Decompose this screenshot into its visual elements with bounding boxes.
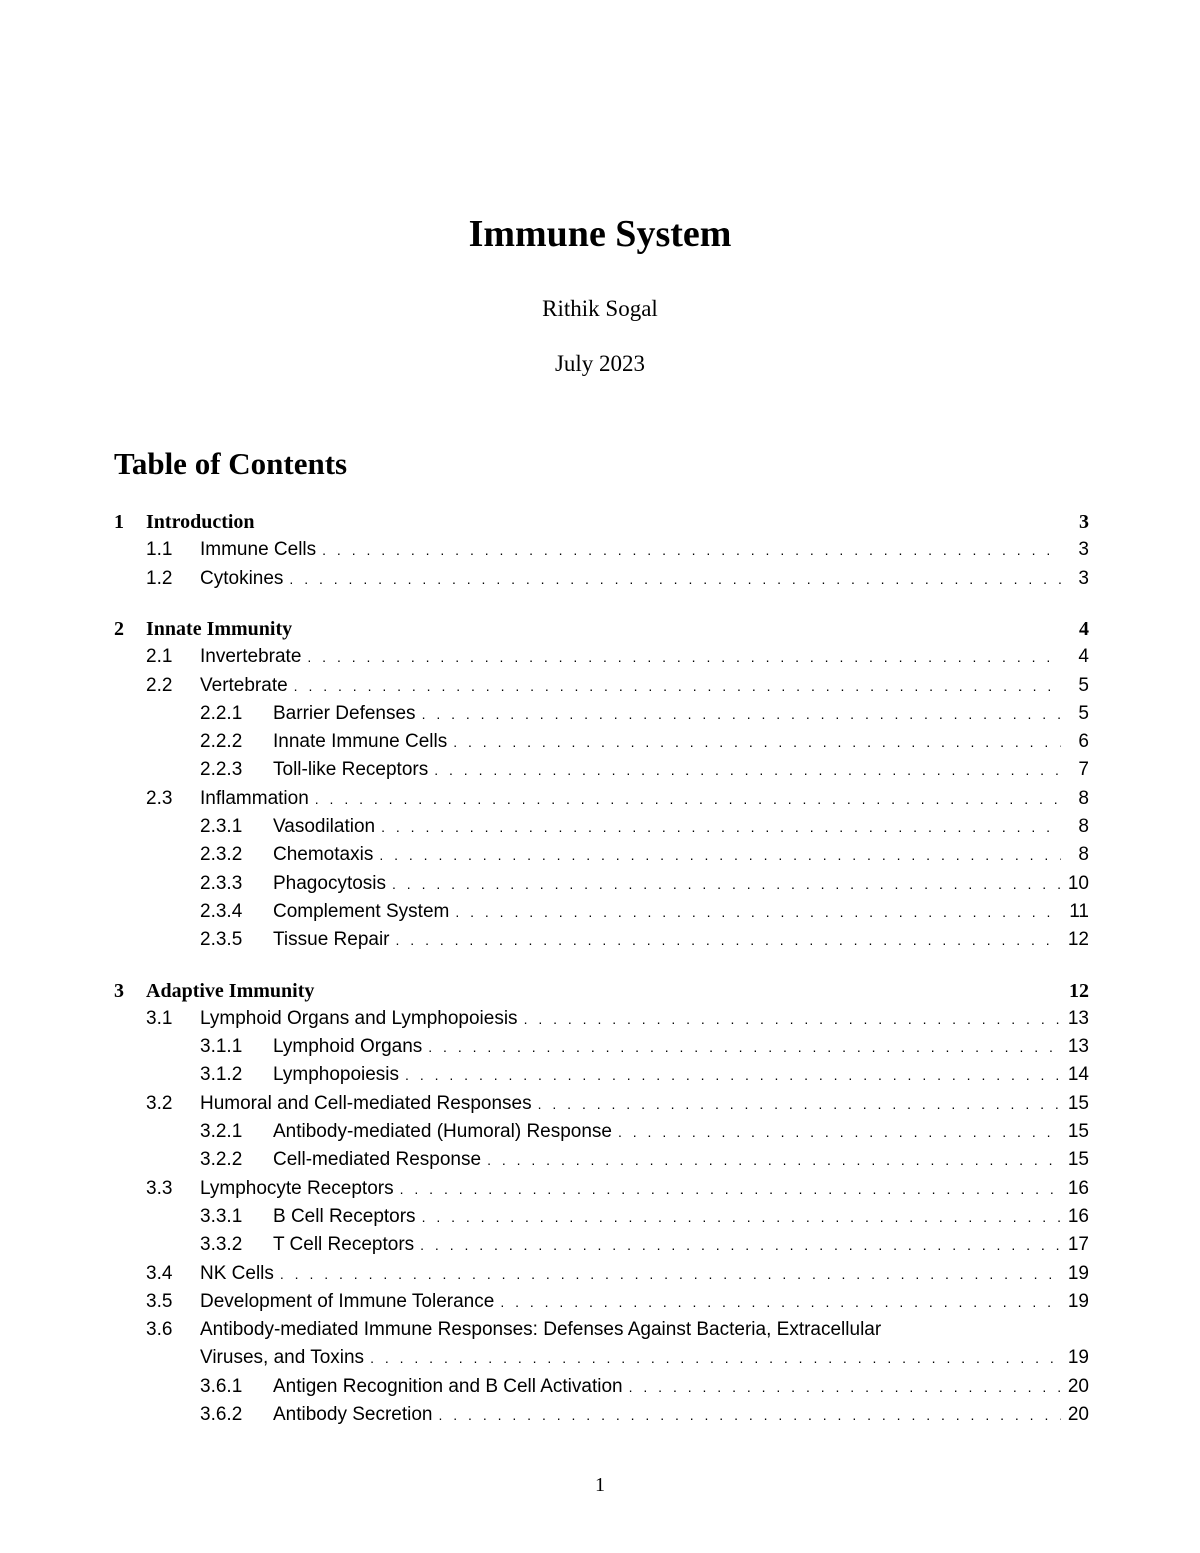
toc-entry-page: 19	[1067, 1262, 1089, 1284]
toc-entry[interactable]	[114, 508, 1089, 536]
toc-entry-continuation[interactable]	[114, 1344, 1089, 1372]
toc-entry-label: Antibody-mediated Immune Responses: Defenses Against Bacteria, Extracellular	[200, 1319, 882, 1341]
toc-entry[interactable]	[114, 700, 1089, 728]
toc-entry[interactable]	[114, 1260, 1089, 1288]
toc-entry-label: Humoral and Cell-mediated Responses	[200, 1092, 532, 1114]
toc-entry-page: 12	[1067, 929, 1089, 951]
toc-entry-label: Introduction	[146, 511, 255, 533]
toc-entry-number: 2.3.4	[200, 900, 243, 922]
toc-leader-dots	[322, 536, 1061, 564]
toc-entry[interactable]	[114, 1373, 1089, 1401]
toc-entry-page: 19	[1067, 1347, 1089, 1369]
toc-entry-page: 3	[1078, 539, 1089, 561]
toc-entry[interactable]	[114, 1033, 1089, 1061]
toc-leader-dots	[500, 1288, 1061, 1316]
toc-entry-label: Antibody-mediated (Humoral) Response	[273, 1121, 612, 1142]
toc-entry-label: Inflammation	[200, 787, 309, 809]
toc-entry[interactable]	[114, 1316, 1089, 1344]
toc-entry[interactable]	[114, 565, 1089, 593]
toc-entry[interactable]	[114, 1175, 1089, 1203]
toc-entry-label: Adaptive Immunity	[146, 979, 315, 1002]
page-number: 1	[595, 1474, 605, 1496]
toc-leader-dots	[618, 1118, 1061, 1146]
toc-entry-label: Vertebrate	[200, 674, 288, 696]
toc-entry-number: 2.2.2	[200, 731, 243, 753]
toc-entry-label: Lymphopoiesis	[273, 1064, 400, 1086]
toc-entry-page: 10	[1067, 872, 1089, 894]
toc-leader-dots	[487, 1146, 1061, 1174]
toc-leader-dots	[420, 1231, 1061, 1259]
toc-entry-number: 2.3.1	[200, 816, 243, 837]
toc-entry[interactable]	[114, 536, 1089, 564]
toc-entry-number: 3.5	[146, 1290, 173, 1312]
toc-entry-number: 3.1	[146, 1007, 173, 1029]
toc-entry-number: 2.2	[146, 674, 173, 696]
toc-leader-dots	[381, 813, 1061, 841]
toc-entry-number: 3.1.1	[200, 1036, 243, 1058]
toc-entry-label: Toll-like Receptors	[273, 759, 429, 781]
toc-entry-page: 12	[1069, 979, 1089, 1002]
toc-entry-page: 13	[1067, 1007, 1089, 1029]
toc-entry-number: 2.1	[146, 646, 173, 668]
toc-leader-dots	[422, 700, 1061, 728]
toc-entry-page: 6	[1078, 731, 1089, 753]
toc-entry[interactable]	[114, 898, 1089, 926]
toc-entry-page: 20	[1067, 1375, 1089, 1397]
toc-entry[interactable]	[114, 1288, 1089, 1316]
toc-entry-label: Lymphoid Organs	[273, 1036, 423, 1058]
toc-entry-number: 2.2.3	[200, 759, 243, 781]
toc-entry-number: 1.1	[146, 539, 173, 561]
toc-entry[interactable]	[114, 643, 1089, 671]
toc-entry-number: 3	[114, 979, 124, 1002]
toc-entry-page: 5	[1078, 702, 1089, 724]
toc-entry[interactable]	[114, 728, 1089, 756]
toc-heading: Table of Contents	[114, 446, 348, 481]
toc-entry-number: 3.4	[146, 1262, 173, 1284]
toc-entry-page: 11	[1069, 900, 1089, 922]
toc-entry-page: 3	[1079, 511, 1089, 533]
toc-entry-label: B Cell Receptors	[273, 1205, 416, 1227]
toc-entry-page: 5	[1078, 674, 1089, 696]
toc-entry-label: Viruses, and Toxins	[200, 1347, 365, 1369]
toc-entry[interactable]	[114, 841, 1089, 869]
toc-entry-number: 1.2	[146, 567, 173, 589]
toc-entry-number: 1	[114, 511, 124, 533]
toc-entry-number: 3.6	[146, 1319, 173, 1341]
toc-entry[interactable]	[114, 1401, 1089, 1429]
toc-entry[interactable]	[114, 785, 1089, 813]
toc-entry-page: 14	[1067, 1064, 1089, 1086]
toc-leader-dots	[289, 565, 1061, 593]
toc-leader-dots	[396, 926, 1061, 954]
toc-entry-page: 4	[1078, 646, 1089, 668]
toc-entry-page: 15	[1067, 1149, 1089, 1171]
toc-leader-dots	[524, 1005, 1061, 1033]
toc-entry[interactable]	[114, 1146, 1089, 1174]
toc-entry-page: 16	[1067, 1205, 1089, 1227]
toc-entry[interactable]	[114, 615, 1089, 643]
toc-entry-label: Phagocytosis	[273, 872, 387, 894]
toc-leader-dots	[294, 672, 1061, 700]
document-title: Immune System	[468, 213, 732, 255]
toc-entry-number: 3.3.1	[200, 1205, 243, 1227]
toc-entry-number: 2.3.2	[200, 844, 243, 866]
toc-entry-page: 15	[1067, 1092, 1089, 1114]
toc-entry-label: Chemotaxis	[273, 844, 374, 866]
toc-entry-label: Invertebrate	[200, 646, 302, 668]
toc-entry-number: 3.2.2	[200, 1149, 243, 1171]
toc-entry[interactable]	[114, 1061, 1089, 1089]
toc-entry[interactable]	[114, 1005, 1089, 1033]
toc-entry-number: 2	[114, 617, 124, 640]
toc-entry-label: Development of Immune Tolerance	[200, 1290, 495, 1312]
toc-entry-label: Complement System	[273, 900, 450, 922]
toc-entry-page: 15	[1067, 1121, 1089, 1142]
toc-leader-dots	[379, 841, 1061, 869]
toc-entry-label: Antibody Secretion	[273, 1404, 433, 1425]
toc-entry-number: 3.6.1	[200, 1375, 243, 1397]
toc-leader-dots	[370, 1344, 1061, 1372]
toc-entry[interactable]	[114, 977, 1089, 1005]
toc-entry-page: 19	[1067, 1290, 1089, 1312]
toc-entry-number: 2.3.5	[200, 929, 243, 951]
toc-entry-number: 3.2	[146, 1092, 173, 1114]
toc-entry-label: Cell-mediated Response	[273, 1149, 482, 1171]
toc-entry-number: 3.3	[146, 1177, 173, 1199]
toc-leader-dots	[422, 1203, 1061, 1231]
toc-entry[interactable]	[114, 926, 1089, 954]
toc-entry-number: 3.3.2	[200, 1234, 243, 1256]
document-date: July 2023	[554, 351, 646, 376]
toc-entry-number: 3.2.1	[200, 1121, 243, 1142]
toc-entry[interactable]	[114, 756, 1089, 784]
toc-entry-page: 17	[1067, 1234, 1089, 1256]
toc-entry-label: Tissue Repair	[273, 929, 390, 951]
toc-entry-number: 2.3	[146, 787, 173, 809]
toc-entry-label: Innate Immunity	[146, 617, 293, 640]
toc-entry-page: 7	[1078, 759, 1089, 781]
toc-entry-page: 8	[1078, 844, 1089, 866]
document-author: Rithik Sogal	[542, 296, 658, 321]
toc-entry-page: 16	[1067, 1177, 1089, 1199]
toc-entry-page: 4	[1079, 617, 1089, 640]
toc-entry-label: Cytokines	[200, 567, 284, 589]
toc-entry[interactable]	[114, 1118, 1089, 1146]
toc-entry-label: Barrier Defenses	[273, 702, 416, 724]
toc-entry-label: Immune Cells	[200, 539, 317, 561]
toc-leader-dots	[400, 1175, 1061, 1203]
toc-entry-label: Lymphoid Organs and Lymphopoiesis	[200, 1007, 518, 1029]
toc-entry[interactable]	[114, 870, 1089, 898]
toc-entry-label: T Cell Receptors	[273, 1234, 415, 1256]
toc-entry-label: Antigen Recognition and B Cell Activation	[273, 1375, 623, 1397]
toc-entry[interactable]	[114, 1203, 1089, 1231]
toc-leader-dots	[455, 898, 1061, 926]
toc-entry[interactable]	[114, 1090, 1089, 1118]
toc-leader-dots	[629, 1373, 1061, 1401]
toc-entry-page: 8	[1078, 816, 1089, 837]
toc-entry-label: Lymphocyte Receptors	[200, 1177, 394, 1199]
toc-leader-dots	[428, 1033, 1061, 1061]
toc-entry[interactable]	[114, 1231, 1089, 1259]
toc-leader-dots	[280, 1260, 1061, 1288]
toc-leader-dots	[538, 1090, 1061, 1118]
toc-entry-label: Vasodilation	[273, 816, 376, 837]
toc-leader-dots	[405, 1061, 1061, 1089]
toc-entry[interactable]	[114, 672, 1089, 700]
toc-entry-label: Innate Immune Cells	[273, 731, 448, 753]
toc-entry-number: 3.6.2	[200, 1404, 243, 1425]
toc-leader-dots	[307, 643, 1061, 671]
toc-entry-page: 8	[1078, 787, 1089, 809]
toc-leader-dots	[434, 756, 1061, 784]
toc-entry-page: 13	[1067, 1036, 1089, 1058]
toc-entry-page: 3	[1078, 567, 1089, 589]
toc-leader-dots	[315, 785, 1061, 813]
toc-leader-dots	[392, 870, 1061, 898]
toc-entry-page: 20	[1067, 1404, 1089, 1425]
toc-entry-number: 2.2.1	[200, 702, 243, 724]
toc-entry-number: 3.1.2	[200, 1064, 243, 1086]
toc-entry-label: NK Cells	[200, 1262, 274, 1284]
toc-leader-dots	[439, 1401, 1062, 1429]
toc-entry[interactable]	[114, 813, 1089, 841]
toc-leader-dots	[453, 728, 1061, 756]
toc-entry-number: 2.3.3	[200, 872, 243, 894]
